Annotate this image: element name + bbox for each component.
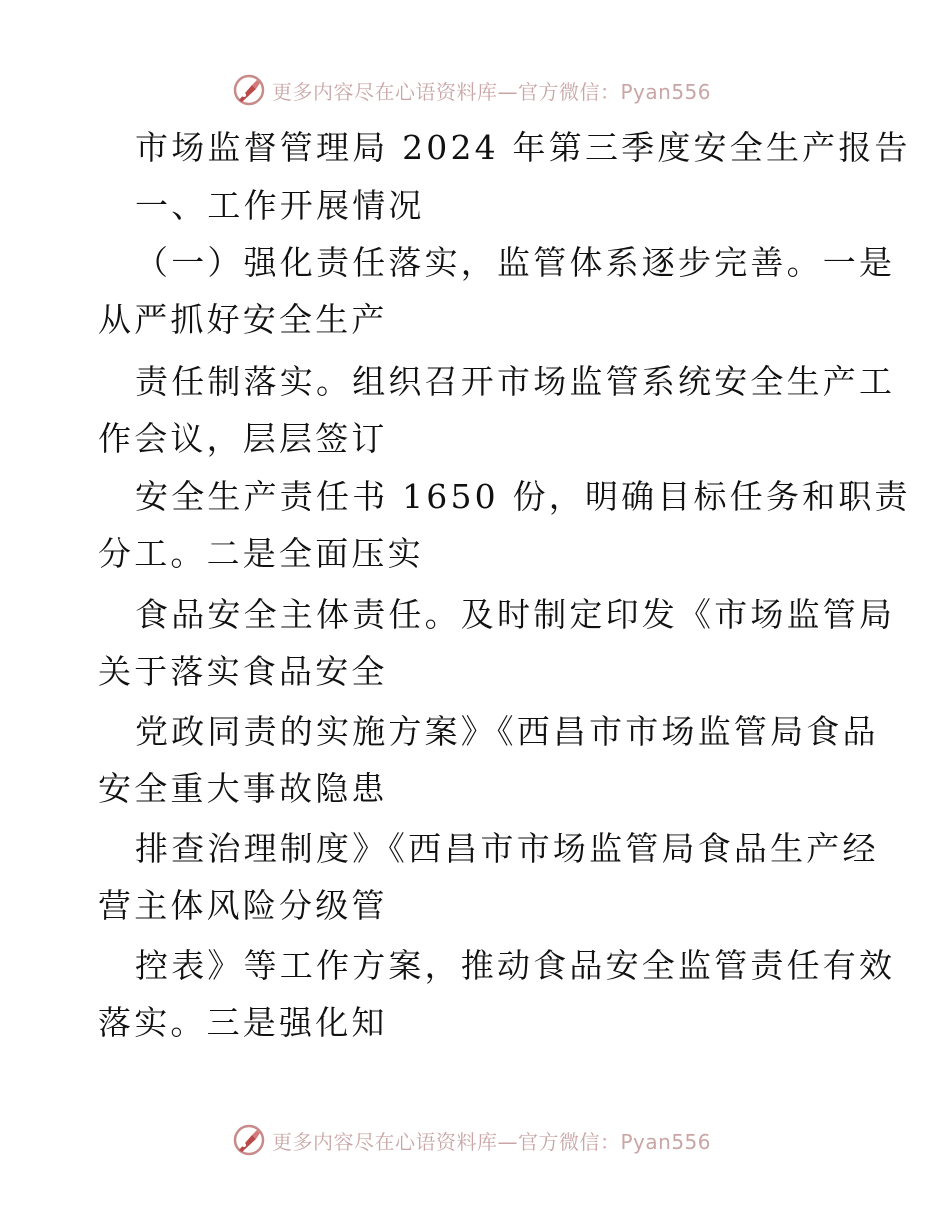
footer-watermark bbox=[232, 1120, 711, 1160]
watermark-text: 更多内容尽在心语资料库—官方微信：Pyan556 bbox=[272, 79, 712, 104]
paragraph-line: 落实。三是强化知 bbox=[98, 1003, 388, 1042]
paragraph-line: 排查治理制度》《西昌市市场监管局食品生产经 bbox=[135, 829, 879, 868]
paragraph-line: 食品安全主体责任。及时制定印发《市场监管局 bbox=[135, 595, 896, 634]
paragraph-line: 安全重大事故隐患 bbox=[98, 769, 388, 808]
pen-nib-logo-icon bbox=[232, 1123, 266, 1157]
pen-nib-logo-icon bbox=[232, 73, 266, 107]
watermark-text: 更多内容尽在心语资料库—官方微信：Pyan556 bbox=[272, 1129, 712, 1154]
paragraph-line: 安全生产责任书 1650 份，明确目标任务和职责 bbox=[135, 477, 911, 516]
paragraph-line: 控表》等工作方案，推动食品安全监管责任有效 bbox=[135, 946, 896, 985]
paragraph-line: 责任制落实。组织召开市场监管系统安全生产工 bbox=[135, 362, 896, 401]
paragraph-line: 作会议，层层签订 bbox=[98, 419, 388, 458]
document-title: 市场监督管理局 2024 年第三季度安全生产报告 bbox=[135, 128, 911, 167]
paragraph-line: 从严抓好安全生产 bbox=[98, 300, 388, 339]
header-watermark bbox=[232, 70, 711, 110]
paragraph-line: 分工。二是全面压实 bbox=[98, 534, 424, 573]
paragraph-line: 营主体风险分级管 bbox=[98, 886, 388, 925]
paragraph-line: （一）强化责任落实，监管体系逐步完善。一是 bbox=[135, 243, 896, 282]
section-heading: 一、工作开展情况 bbox=[135, 186, 425, 225]
paragraph-line: 党政同责的实施方案》《西昌市市场监管局食品 bbox=[135, 712, 879, 751]
paragraph-line: 关于落实食品安全 bbox=[98, 652, 388, 691]
